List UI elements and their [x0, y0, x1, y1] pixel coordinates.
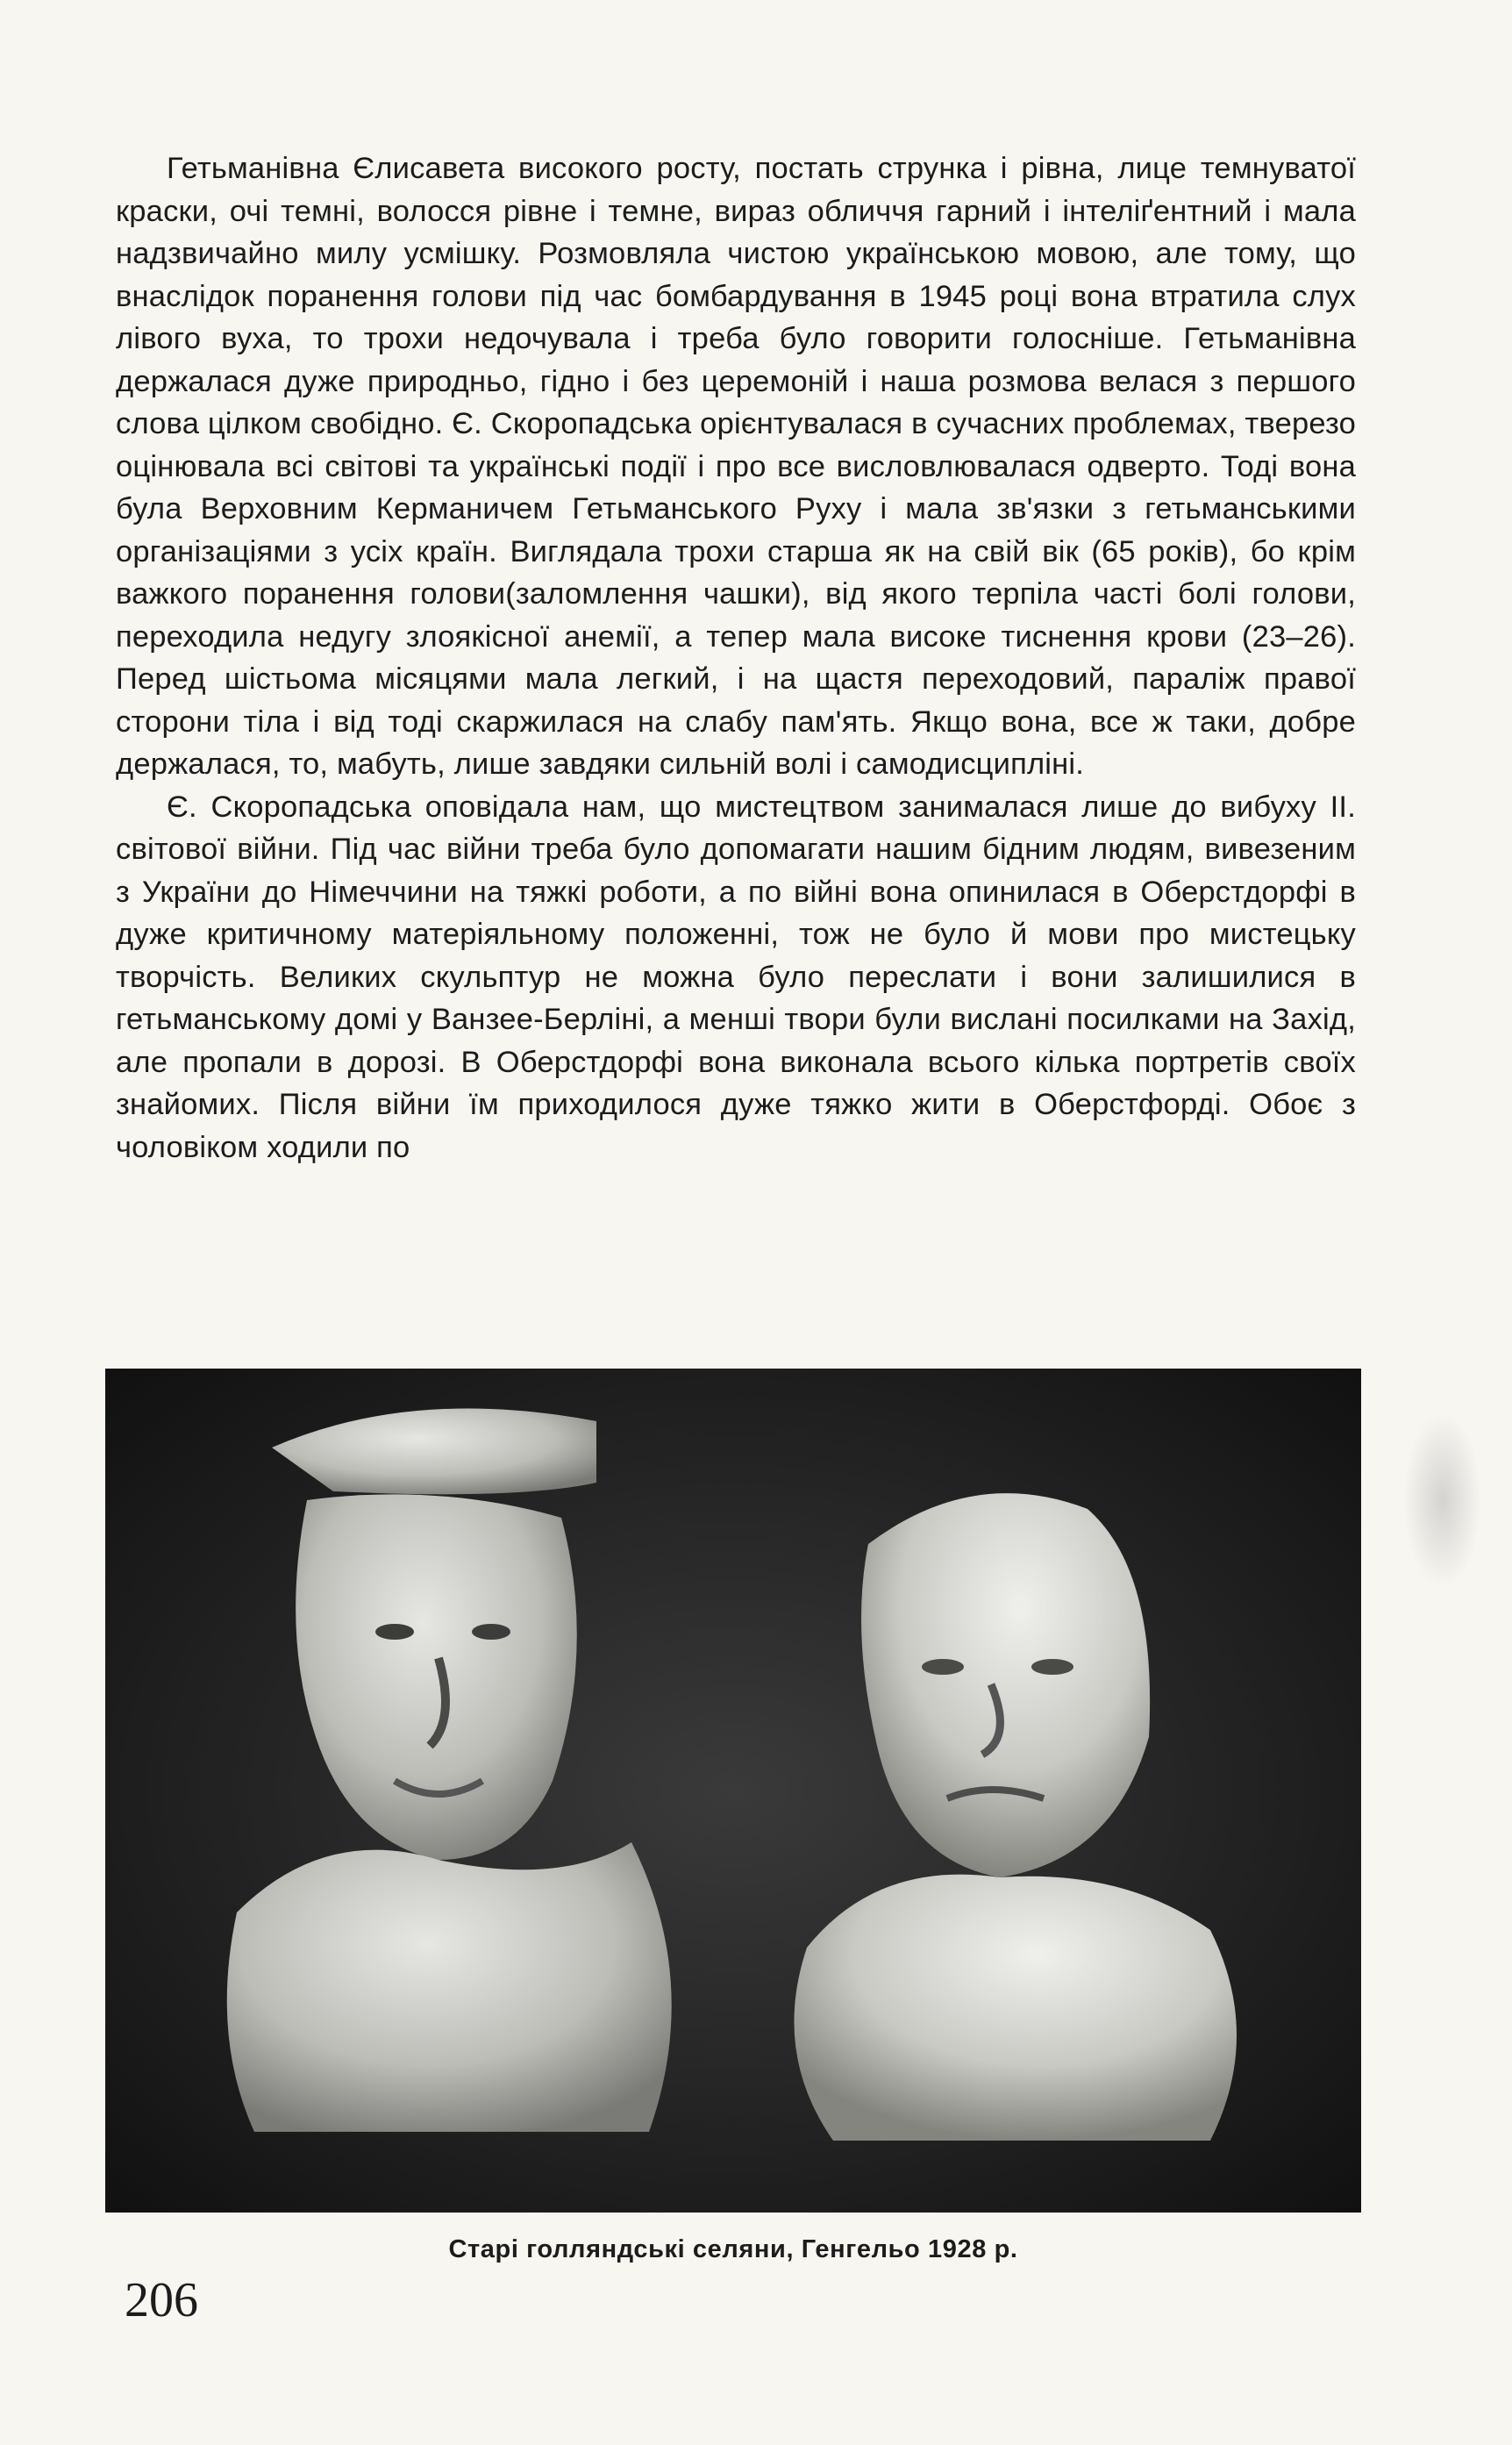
page-smudge	[1403, 1412, 1482, 1588]
figure-caption: Старі голляндські селяни, Генгельо 1928 р.	[448, 2235, 1018, 2263]
sculpture-photo	[105, 1369, 1361, 2213]
paragraph-2: Є. Скоропадська оповідала нам, що мистецтвом занималася лише до вибуху II. світової війни. Під час війни треба було допомагати нашим бідним людям, вивезеним з України до Німеччини на тяжкі роботи, а по війні вона опинилася в Оберстдорфі в дуже критичному матеріяльному положенні, тож не було й мови про мистецьку творчість. Великих скульптур не можна було переслати і вони залишилися в гетьманському домі у Ванзее-Берліні, а менші твори були вислані посилками на Захід, але пропали в дорозі. В Оберстдорфі вона виконала всього кілька портретів своїх знайомих. Після війни їм приходилося дуже тяжко жити в Оберстфорді. Обоє з чоловіком ходили по	[116, 790, 1356, 1164]
body-text	[116, 147, 1356, 1169]
paragraph-1: Гетьманівна Єлисавета високого росту, постать струнка і рівна, лице темнуватої краски, очі темні, волосся рівне і темне, вираз обличчя гарний і інтеліґентний і мала надзвичайно милу усмішку. Розмовляла чистою українською мовою, але тому, що внаслідок поранення голови під час бомбардування в 1945 році вона втратила слух лівого вуха, то трохи недочувала і треба було говорити голосніше. Гетьманівна держалася дуже природньо, гідно і без церемоній і наша розмова велася з першого слова цілком свобідно. Є. Скоропадська орієнтувалася в сучасних проблемах, тверезо оцінювала всі світові та українські події і про все висловлювалася одверто. Тоді вона була Верховним Керманичем Гетьманського Руху і мала зв'язки з гетьманськими організаціями з усіх країн. Виглядала трохи старша як на свій вік (65 років), бо крім важкого поранення голови(заломлення чашки), від якого терпіла часті болі голови, переходила недугу злоякісної анемії, а тепер мала високе тиснення крови (23–26). Перед шістьома місяцями мала легкий, і на щастя переходовий, параліж правої сторони тіла і від тоді скаржилася на слабу пам'ять. Якщо вона, все ж таки, добре держалася, то, мабуть, лише завдяки сильній волі і самодисципліні.	[116, 152, 1356, 781]
busts-image	[105, 1369, 1361, 2213]
page-number: 206	[125, 2273, 198, 2327]
